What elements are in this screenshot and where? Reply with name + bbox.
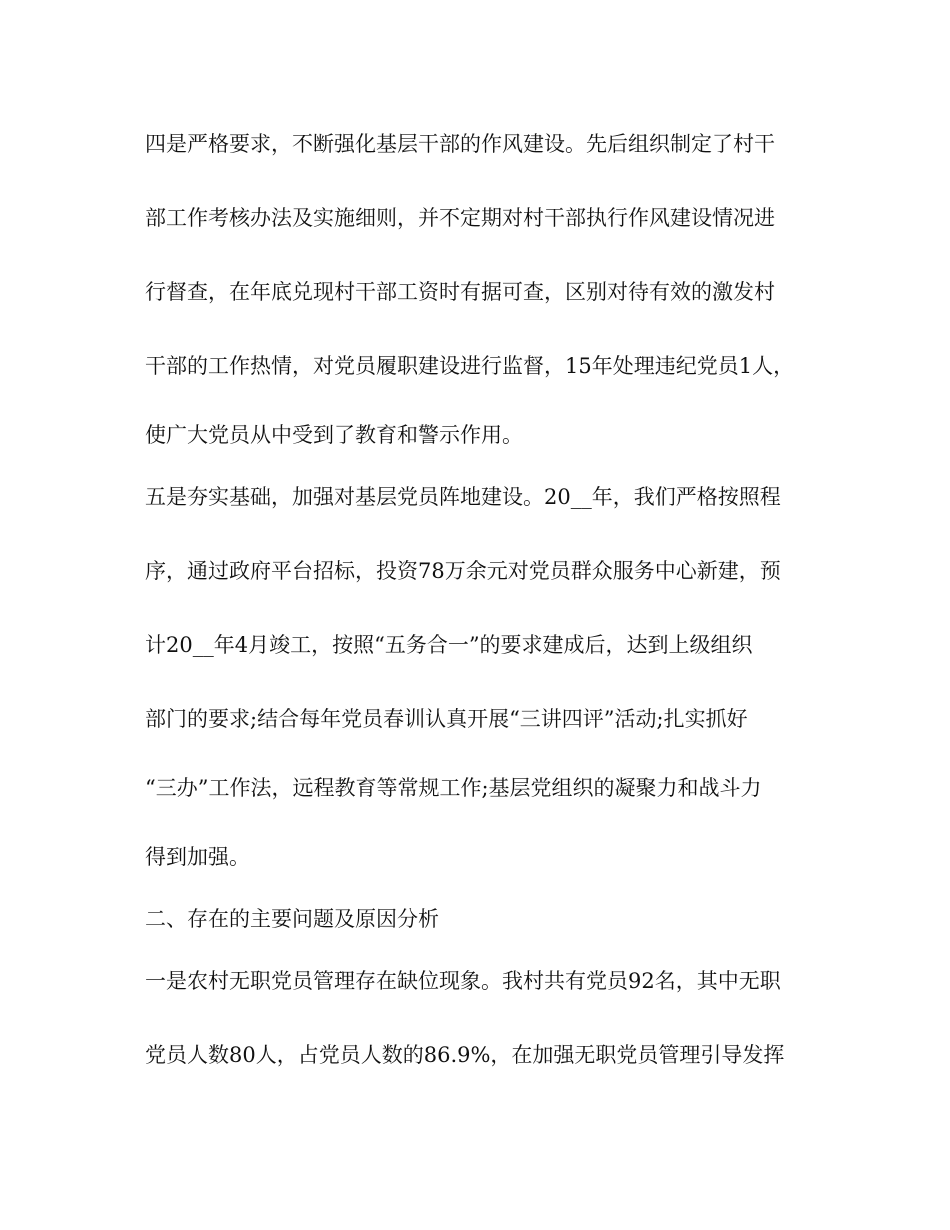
paragraph-5-line-1: 五是夯实基础，加强对基层党员阵地建设。20__年，我们严格按照程 bbox=[145, 485, 781, 509]
section-heading: 二、存在的主要问题及原因分析 bbox=[145, 907, 439, 931]
paragraph-5-line-6: 得到加强。 bbox=[145, 845, 250, 869]
paragraph-4-line-5: 使广大党员从中受到了教育和警示作用。 bbox=[145, 423, 523, 447]
paragraph-6-line-1: 一是农村无职党员管理存在缺位现象。我村共有党员92名，其中无职 bbox=[145, 969, 781, 993]
paragraph-4-line-2: 部工作考核办法及实施细则，并不定期对村干部执行作风建设情况进 bbox=[145, 206, 775, 230]
paragraph-4-line-4: 干部的工作热情，对党员履职建设进行监督，15年处理违纪党员1人， bbox=[145, 354, 795, 378]
paragraph-4-line-3: 行督查，在年底兑现村干部工资时有据可查，区别对待有效的激发村 bbox=[145, 280, 775, 304]
paragraph-5-line-4: 部门的要求;结合每年党员春训认真开展“三讲四评”活动;扎实抓好 bbox=[145, 707, 748, 731]
paragraph-4-line-1: 四是严格要求，不断强化基层干部的作风建设。先后组织制定了村干 bbox=[145, 132, 775, 156]
paragraph-5-line-5: “三办”工作法，远程教育等常规工作;基层党组织的凝聚力和战斗力 bbox=[145, 776, 762, 800]
paragraph-5-line-2: 序，通过政府平台招标，投资78万余元对党员群众服务中心新建，预 bbox=[145, 559, 781, 583]
paragraph-6-line-2: 党员人数80人，占党员人数的86.9%，在加强无职党员管理引导发挥 bbox=[145, 1043, 785, 1067]
paragraph-5-line-3: 计20__年4月竣工，按照“五务合一”的要求建成后，达到上级组织 bbox=[145, 633, 753, 657]
